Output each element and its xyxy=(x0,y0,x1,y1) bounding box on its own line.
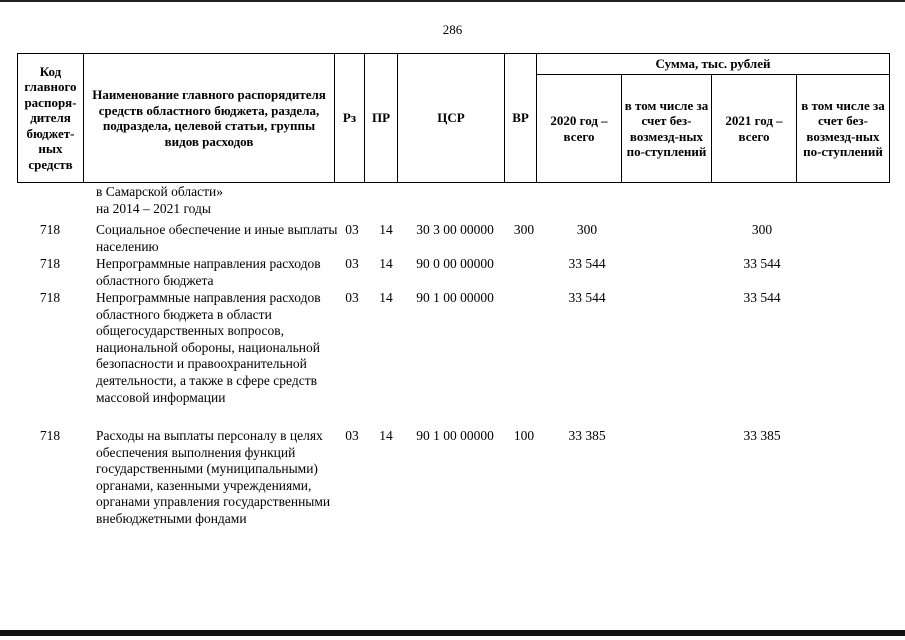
row-sum-2021: 33 385 xyxy=(743,428,781,443)
row-code: 718 xyxy=(39,222,61,237)
header-pr: ПР xyxy=(365,54,398,183)
header-2021-free: в том числе за счет без-возмезд-ных по-ступлений xyxy=(797,75,890,183)
table-header xyxy=(17,53,890,183)
row-csr: 90 1 00 00000 xyxy=(416,428,494,443)
header-code: Код главного распоря-дителя бюджет-ных средств xyxy=(18,54,84,183)
page-number: 286 xyxy=(442,22,463,37)
row-rz: 03 xyxy=(345,290,359,305)
table-row xyxy=(17,290,889,428)
row-sum-2021: 33 544 xyxy=(743,256,781,271)
row-sum-2020: 33 544 xyxy=(568,256,606,271)
row-rz: 03 xyxy=(345,428,359,443)
row-vr: 300 xyxy=(513,222,535,237)
header-2021-total: 2021 год – всего xyxy=(712,75,797,183)
table-body xyxy=(17,184,889,568)
row-pr: 14 xyxy=(379,256,393,271)
row-name: Социальное обеспечение и иные выплаты населению xyxy=(96,222,338,254)
row-code: 718 xyxy=(39,256,61,271)
row-sum-2021: 300 xyxy=(751,222,773,237)
bottom-rule xyxy=(0,630,905,636)
row-name: Непрограммные направления расходов областного бюджета в области общегосударственных вопросов, национальной обороны, национальной безопасности и правоохранительной деятельности, а также в сфере средств массовой информации xyxy=(96,290,321,405)
header-vr: ВР xyxy=(505,54,537,183)
row-csr: 90 0 00 00000 xyxy=(416,256,494,271)
row-name: Непрограммные направления расходов областного бюджета xyxy=(96,256,321,288)
row-name: Расходы на выплаты персоналу в целях обеспечения выполнения функций государственными (муниципальными) органами, казенными учреждениями, органами управления государственными внебюджетными фондами xyxy=(96,428,331,526)
table-row xyxy=(17,222,889,256)
table-row xyxy=(17,256,889,290)
row-vr: 100 xyxy=(513,428,535,443)
row-pr: 14 xyxy=(379,222,393,237)
header-csr: ЦСР xyxy=(398,54,505,183)
row-csr: 90 1 00 00000 xyxy=(416,290,494,305)
row-sum-2020: 33 544 xyxy=(568,290,606,305)
header-name: Наименование главного распорядителя средств областного бюджета, раздела, подраздела, целевой статьи, группы видов расходов xyxy=(84,54,335,183)
row-sum-2020: 300 xyxy=(576,222,598,237)
row-name: в Самарской области» на 2014 – 2021 годы xyxy=(96,184,224,216)
header-2020-total: 2020 год – всего xyxy=(537,75,622,183)
row-code: 718 xyxy=(39,290,61,305)
top-rule xyxy=(0,0,905,2)
header-2020-free: в том числе за счет без-возмезд-ных по-ступлений xyxy=(622,75,712,183)
header-sum: Сумма, тыс. рублей xyxy=(537,54,890,75)
row-rz: 03 xyxy=(345,256,359,271)
table-row xyxy=(17,428,889,568)
row-csr: 30 3 00 00000 xyxy=(416,222,494,237)
row-pr: 14 xyxy=(379,290,393,305)
header-rz: Рз xyxy=(335,54,365,183)
row-rz: 03 xyxy=(345,222,359,237)
row-sum-2021: 33 544 xyxy=(743,290,781,305)
row-pr: 14 xyxy=(379,428,393,443)
row-sum-2020: 33 385 xyxy=(568,428,606,443)
table-row xyxy=(17,184,889,222)
row-code: 718 xyxy=(39,428,61,443)
